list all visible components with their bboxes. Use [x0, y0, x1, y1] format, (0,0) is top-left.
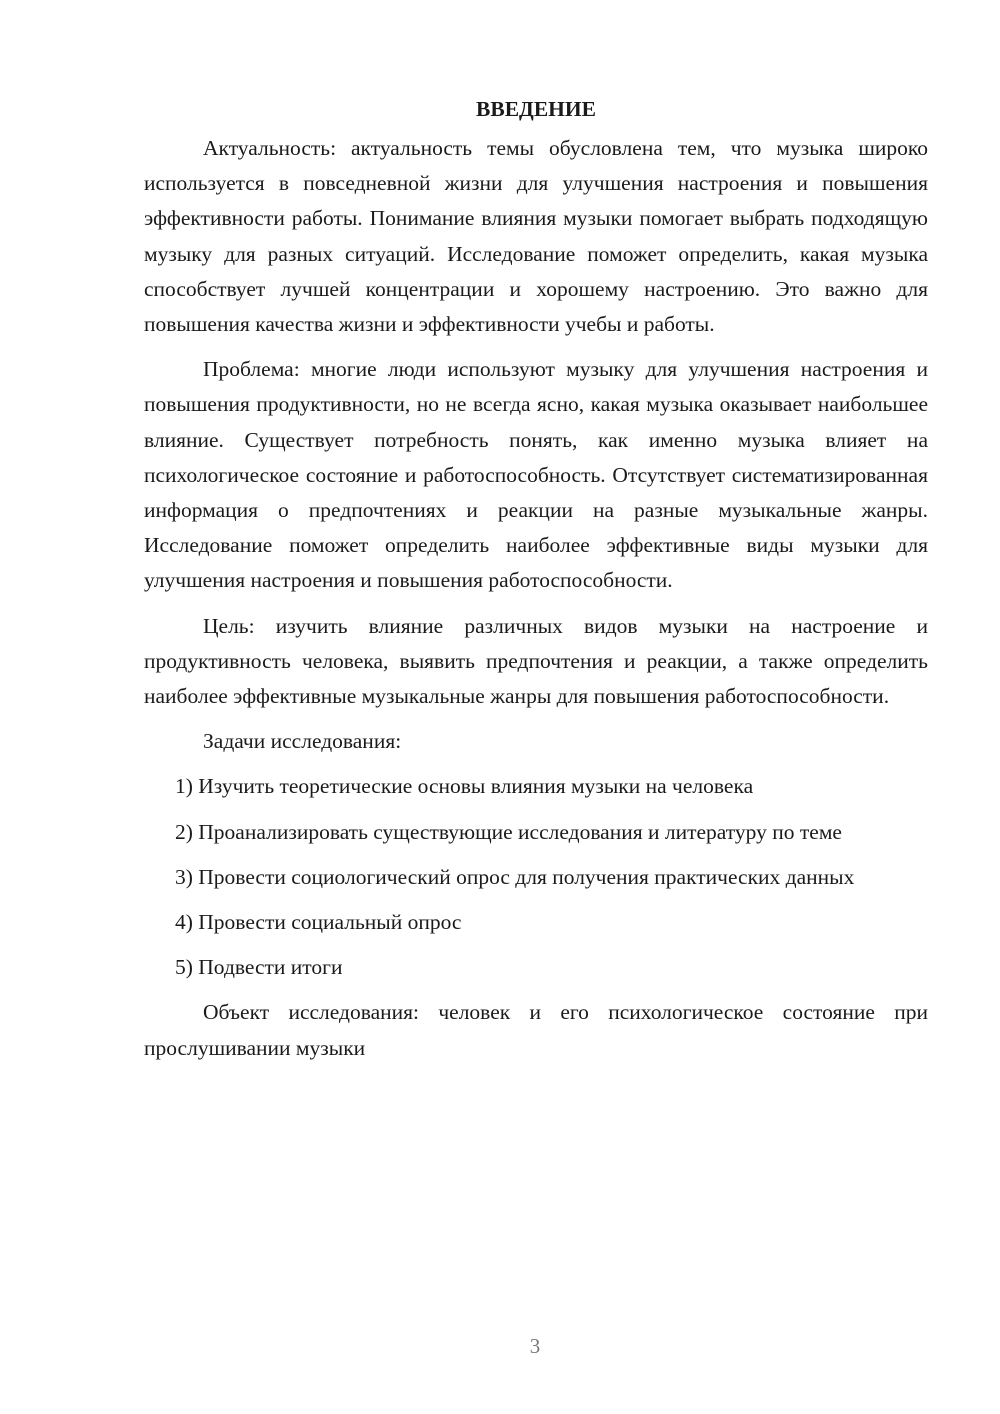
task-item: 1) Изучить теоретические основы влияния музыки на человека [175, 774, 754, 799]
task-item: 4) Провести социальный опрос [175, 910, 462, 935]
problem-paragraph: Проблема: многие люди используют музыку для улучшения настроения и повышения продуктивности, но не всегда ясно, какая музыка оказывает наибольшее влияние. Существует потребность понять, как именно музыка влияет на психологическое состояние и работоспособность. Отсутствует систематизированная информация о предпочтениях и реакции на разные музыкальные жанры. Исследование поможет определить наиболее эффективные виды музыки для улучшения настроения и повышения работоспособности. [144, 357, 928, 593]
tasks-title: Задачи исследования: [203, 729, 402, 754]
section-heading: ВВЕДЕНИЕ [476, 97, 596, 121]
task-item: 3) Провести социологический опрос для получения практических данных [175, 864, 855, 889]
page-number: 3 [529, 1334, 541, 1358]
tasks-list [144, 769, 928, 985]
task-item: 5) Подвести итоги [175, 955, 343, 980]
relevance-paragraph: Актуальность: актуальность темы обусловлена тем, что музыка широко используется в повседневной жизни для улучшения настроения и повышения эффективности работы. Понимание влияния музыки помогает выбрать подходящую музыку для разных ситуаций. Исследование поможет определить, какая музыка способствует лучшей концентрации и хорошему настроению. Это важно для повышения качества жизни и эффективности учебы и работы. [144, 136, 928, 337]
object-paragraph: Объект исследования: человек и его психологическое состояние при прослушивании музыки [144, 1000, 928, 1060]
goal-paragraph: Цель: изучить влияние различных видов музыки на настроение и продуктивность человека, выявить предпочтения и реакции, а также определить наиболее эффективные музыкальные жанры для повышения работоспособности. [144, 613, 928, 709]
document-page [144, 92, 928, 1076]
task-item: 2) Проанализировать существующие исследования и литературу по теме [175, 819, 842, 844]
